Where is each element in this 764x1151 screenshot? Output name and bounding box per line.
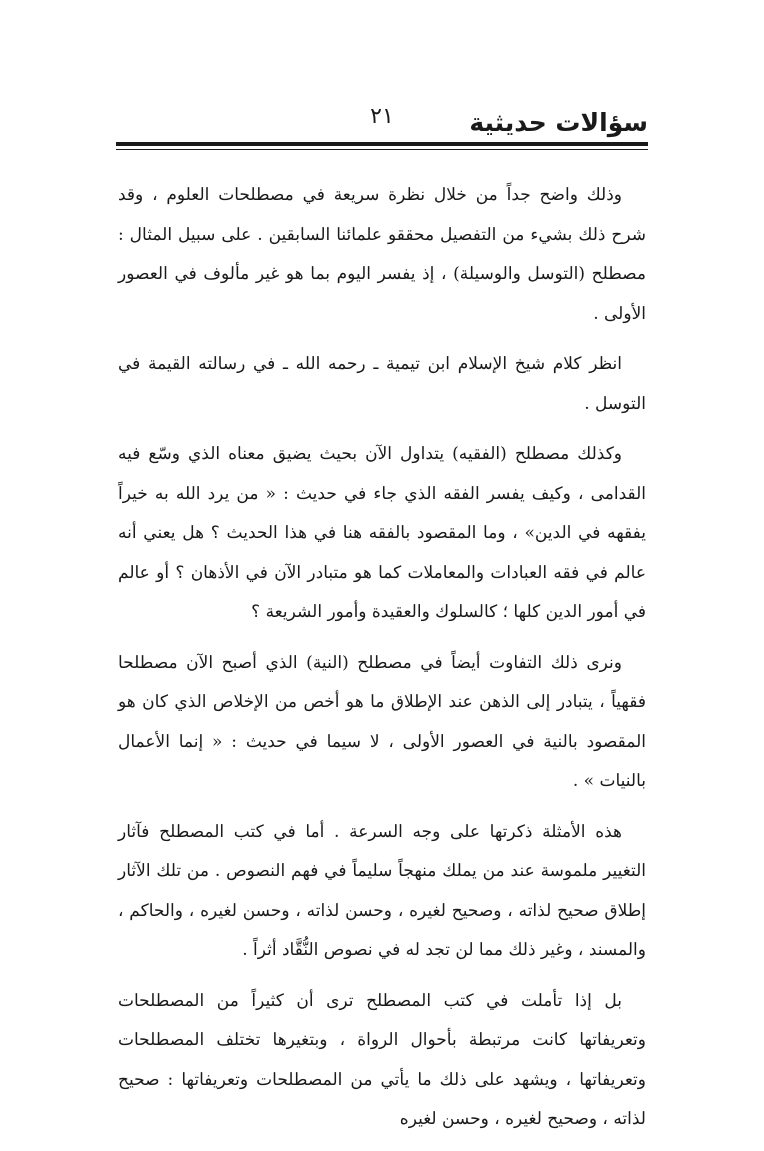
paragraph: هذه الأمثلة ذكرتها على وجه السرعة . أما في كتب المصطلح فآثار التغيير ملموسة عند من يملك منهجاً سليماً في فهم النصوص . من تلك الآثار إطلاق صحيح لذاته ، وصحيح لغيره ، وحسن لذاته ، وحسن لغيره ، والحاكم ، والمسند ، وغير ذلك مما لن تجد له في نصوص النُّقَّاد أثراً . <box>118 821 646 960</box>
body-text <box>118 176 646 1151</box>
paragraph: بل إذا تأملت في كتب المصطلح ترى أن كثيراً من المصطلحات وتعريفاتها كانت مرتبطة بأحوال الرواة ، وبتغيرها تختلف المصطلحات وتعريفاتها ، ويشهد على ذلك ما يأتي من المصطلحات وتعريفاتها : صحيح لذاته ، وصحيح لغيره ، وحسن لغيره <box>118 990 646 1129</box>
page-header <box>116 96 648 148</box>
header-rule-thin <box>116 149 648 150</box>
page-number: ٢١ <box>370 104 394 129</box>
paragraph: ونرى ذلك التفاوت أيضاً في مصطلح (النية) الذي أصبح الآن مصطلحا فقهياً ، يتبادر إلى الذهن عند الإطلاق ما هو أخص من الإخلاص الذي كان هو المقصود بالنية في العصور الأولى ، لا سيما في حديث : « إنما الأعمال بالنيات » . <box>118 652 646 791</box>
header-rule <box>116 142 648 146</box>
paragraph: انظر كلام شيخ الإسلام ابن تيمية ـ رحمه الله ـ في رسالته القيمة في التوسل . <box>118 354 646 414</box>
paragraph: وذلك واضح جداً من خلال نظرة سريعة في مصطلحات العلوم ، وقد شرح ذلك بشيء من التفصيل محققو علمائنا السابقين . على سبيل المثال : مصطلح (التوسل والوسيلة) ، إذ يفسر اليوم بما هو غير مألوف في العصور الأولى . <box>118 185 646 324</box>
running-title: سؤالات حديثية <box>469 108 648 137</box>
paragraph: وكذلك مصطلح (الفقيه) يتداول الآن بحيث يضيق معناه الذي وسّع فيه القدامى ، وكيف يفسر الفقه الذي جاء في حديث : « من يرد الله به خيراً يفقهه في الدين» ، وما المقصود بالفقه هنا في هذا الحديث ؟ هل يعني أنه عالم في فقه العبادات والمعاملات كما هو متبادر الآن في الأذهان ؟ أو عالم في أمور الدين كلها ؛ كالسلوك والعقيدة وأمور الشريعة ؟ <box>118 444 646 622</box>
